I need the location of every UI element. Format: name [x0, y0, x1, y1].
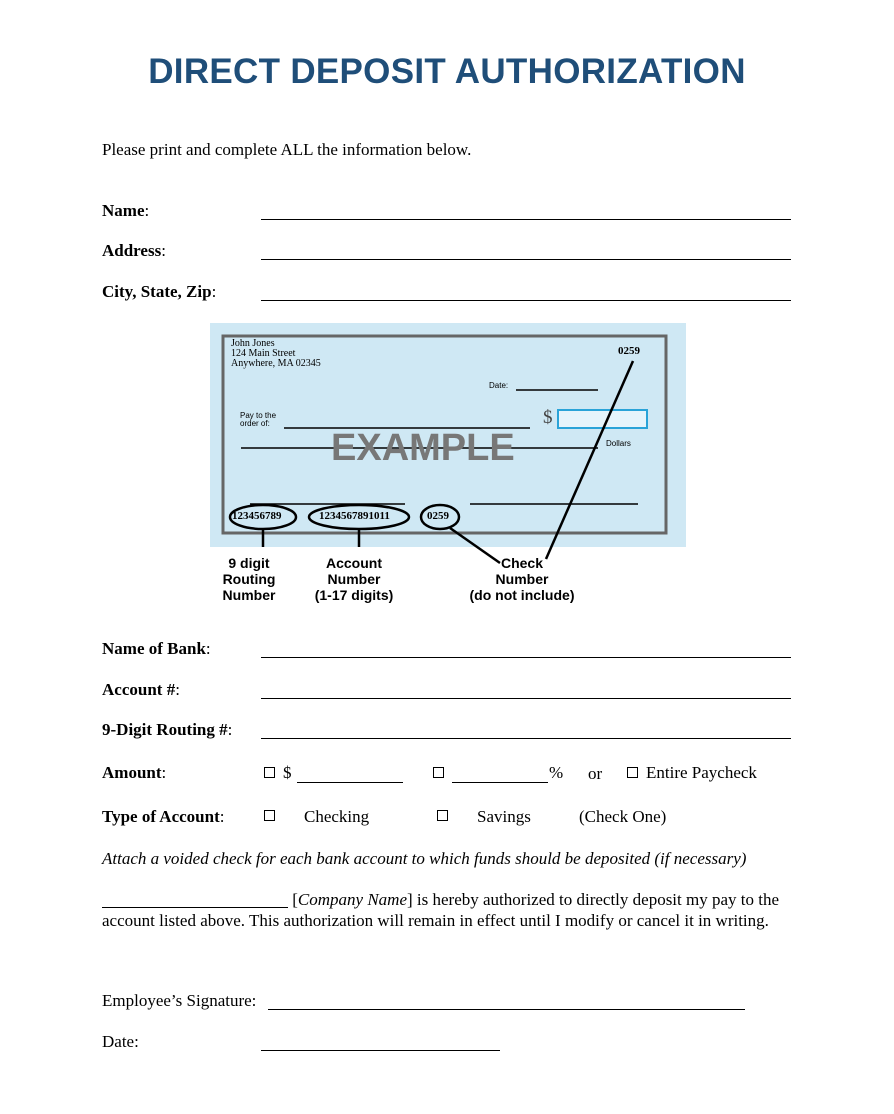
- date-input[interactable]: [261, 1028, 500, 1051]
- callout-routing: [212, 555, 286, 603]
- check-pay-to: [240, 412, 276, 428]
- authorization-paragraph: [Company Name] is hereby authorized to directly deposit my pay to the account listed above. This authorization will remain in effect until I modify or cancel it in writing.: [102, 890, 780, 930]
- routing-number-input[interactable]: [261, 716, 791, 739]
- check-holder-street: 124 Main Street: [231, 348, 296, 359]
- company-name-placeholder: Company Name: [297, 890, 407, 909]
- callout-account-line1: Account: [326, 555, 382, 571]
- callout-routing-line1: 9 digit: [228, 555, 270, 571]
- authorization-text: is hereby authorized to directly deposit my pay to the account listed above. This authorization will remain in effect until I modify or cancel it in writing.: [102, 890, 780, 930]
- check-amount-box: [558, 410, 647, 428]
- attach-note: Attach a voided check for each bank account to which funds should be deposited (if necessary): [102, 849, 747, 868]
- callout-check-line3: (do not include): [469, 587, 575, 603]
- amount-label: Amount:: [102, 763, 167, 782]
- check-number-top: 0259: [618, 345, 640, 357]
- callout-account-line3: (1-17 digits): [314, 587, 394, 603]
- check-account-sample: 1234567891011: [319, 510, 390, 522]
- name-label: Name:: [102, 201, 150, 220]
- check-dollars-label: Dollars: [606, 439, 631, 448]
- callout-check: [462, 555, 582, 603]
- check-pay-to-line2: order of:: [240, 419, 270, 428]
- callout-account: [304, 555, 404, 603]
- checking-checkbox[interactable]: [264, 810, 275, 821]
- callout-routing-line2: Routing: [222, 571, 276, 587]
- account-number-input[interactable]: [261, 676, 791, 699]
- check-number-sample: 0259: [427, 510, 449, 522]
- address-input[interactable]: [261, 237, 791, 260]
- date-label: Date:: [102, 1032, 139, 1051]
- amount-entire-label: Entire Paycheck: [646, 763, 757, 782]
- check-holder-city: Anywhere, MA 02345: [231, 358, 321, 369]
- bank-name-input[interactable]: [261, 635, 791, 658]
- callout-check-line2: Number: [495, 571, 549, 587]
- amount-percent-checkbox[interactable]: [433, 767, 444, 778]
- callout-account-line2: Number: [327, 571, 381, 587]
- amount-entire-checkbox[interactable]: [627, 767, 638, 778]
- check-holder-name: John Jones: [231, 338, 275, 349]
- check-date-label: Date:: [489, 381, 509, 390]
- check-dollar-sign: $: [543, 407, 553, 428]
- callout-check-line1: Check: [500, 555, 544, 571]
- amount-percent-input[interactable]: [452, 760, 548, 783]
- savings-checkbox[interactable]: [437, 810, 448, 821]
- example-check: [210, 323, 686, 547]
- signature-label: Employee’s Signature:: [102, 991, 257, 1010]
- amount-dollar-checkbox[interactable]: [264, 767, 275, 778]
- address-label: Address:: [102, 241, 166, 260]
- account-type-label: Type of Account:: [102, 807, 225, 826]
- instructions: Please print and complete ALL the information below.: [102, 140, 472, 159]
- city-state-zip-input[interactable]: [261, 278, 791, 301]
- signature-input[interactable]: [268, 987, 745, 1010]
- bank-name-label: Name of Bank:: [102, 639, 211, 658]
- page-title: DIRECT DEPOSIT AUTHORIZATION: [148, 52, 746, 91]
- amount-percent-sign: %: [549, 763, 564, 782]
- city-state-zip-label: City, State, Zip:: [102, 282, 217, 301]
- check-watermark: EXAMPLE: [331, 427, 515, 469]
- amount-or: or: [588, 764, 603, 783]
- checking-label: Checking: [304, 807, 370, 826]
- account-number-label: Account #:: [102, 680, 180, 699]
- check-holder-block: [231, 339, 321, 369]
- company-name-blank[interactable]: [102, 893, 288, 908]
- amount-dollar-input[interactable]: [297, 760, 403, 783]
- routing-number-label: 9-Digit Routing #:: [102, 720, 233, 739]
- check-one-note: (Check One): [579, 807, 667, 826]
- check-routing-sample: 123456789: [232, 510, 282, 522]
- amount-dollar-sign: $: [283, 763, 292, 782]
- check-pay-to-line1: Pay to the: [240, 411, 277, 420]
- name-input[interactable]: [261, 197, 791, 220]
- savings-label: Savings: [477, 807, 531, 826]
- callout-routing-line3: Number: [222, 587, 276, 603]
